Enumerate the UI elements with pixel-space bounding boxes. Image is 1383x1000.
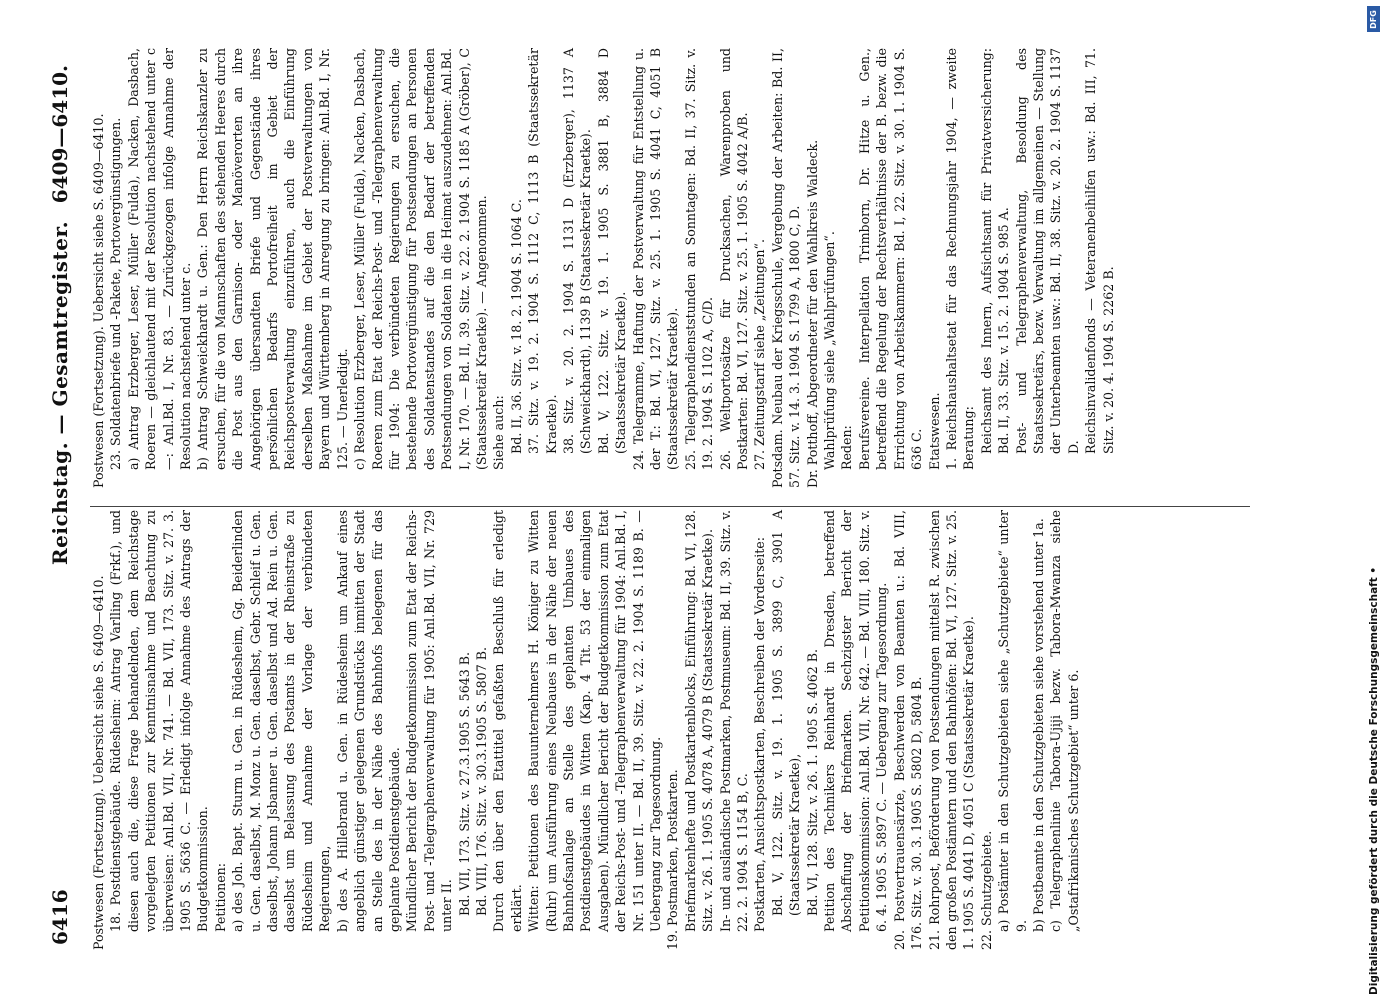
entry-schutzgebiete-b: b) Postbeamte in den Schutzgebieten siehe vorstehend unter 1a. bbox=[1030, 518, 1046, 932]
left-column bbox=[90, 510, 1260, 950]
entry-post-telegraphenverwaltung: Post- und Telegraphenverwaltung, Besoldung des Staatssekretärs, bezw. Verwaltung im allgemeinen — Stellung der Unterbeamten usw.: Bd. II, 38. Sitz. v. 20. 2. 1904 S. 1137 D. bbox=[1013, 48, 1081, 454]
entry-ref: Bd. VII, 173. Sitz. v. 27.3.1905 S. 5643 B. bbox=[456, 652, 472, 916]
page-range: 6409—6410. bbox=[48, 65, 72, 204]
entry-ref: Bd. V, 122. Sitz. v. 19. 1. 1905 S. 3899 C, 3901 A (Staatssekretär Kraetke), bbox=[769, 510, 803, 916]
entry-resolution-erzberger: c) Resolution Erzberger, Leser, Müller (Fulda), Nacken, Dasbach, Roeren zum Etat der Reichs-Post- und -Telegraphenverwaltung für 1904: Die verbündeten Regierungen zu ersuchen, die bestehende Portovergünstigung für Postsendungen an Personen des Soldatenstandes auf die den Bedarf der betreffenden Postsendungen von Soldaten in die Heimat auszudehnen: Anl.Bd. I, Nr. 170. — Bd. II, 39. Sitz. v. 22. 2. 1904 S. 1185 A (Gröber), C (Staatssekretär Kraetke). — Angenommen. bbox=[352, 48, 489, 470]
entry-reichsamt-innern: Reichsamt des Innern, Aufsichtsamt für Privatversicherung: Bd. II, 33. Sitz. v. 15. 2. 1904 S. 985 A. bbox=[978, 48, 1012, 454]
page-title: Reichstag. — Gesamtregister. bbox=[48, 220, 72, 565]
dfg-credit-text: Digitalisierung gefördert durch die Deutsche Forschungsgemeinschaft • bbox=[1368, 566, 1380, 995]
entry-ref: 37. Sitz. v. 19. 2. 1904 S. 1112 C, 1113 B (Staatssekretär Kraetke). bbox=[526, 48, 559, 454]
entry-postdienstgebaeude: 18. Postdienstgebäude. Rüdesheim: Antrag Varlling (Frkf.), und diesen auch die, diese Frage behandelnden, dem Reichstage vorgelegten Petitionen zur Kenntnisnahme und Beachtung zu überweisen: Anl.Bd. VII, Nr. 741. — Bd. VII, 173. Sitz. v. 27. 3. 1905 S. 5636 C. — Erledigt infolge Annahme des Antrags der Budgetkommission. bbox=[108, 510, 211, 932]
entry-soldatenbriefe: 23. Soldatenbriefe und -Pakete, Portovergünstigungen. bbox=[108, 117, 124, 470]
entry-berufsvereine: Berufsvereine. Interpellation Trimborn, Dr. Hitze u. Gen., betreffend die Regelung der Rechtsverhältnisse der B. bezw. die Errichtung von Arbeitskammern: Bd. I, 22. Sitz. v. 30. 1. 1904 S. 636 C. bbox=[856, 48, 925, 470]
dfg-logo-text: DFG bbox=[1369, 9, 1379, 29]
entry-petition-b: b) des A. Hillebrand u. Gen. in Rüdesheim um Ankauf eines angeblich günstiger gelegenen Grundstücks inmitten der Stadt an Stelle des in der Nähe des Bahnhofs belegenen für das geplante Postdienstgebäude. bbox=[334, 510, 402, 932]
entry-ref: Bd. V, 122. Sitz. v. 19. 1. 1905 S. 3881 B, 3884 D (Staatssekretär Kraetke). bbox=[595, 48, 629, 454]
entry-ref: Bd. II, 36. Sitz. v. 18. 2. 1904 S. 1064 C. bbox=[508, 199, 524, 454]
entry-budget-report: Mündlicher Bericht der Budgetkommission zum Etat der Reichs-Post- und -Telegraphenverwaltung für 1905: Anl.Bd. VII, Nr. 729 unter II. bbox=[404, 510, 455, 932]
entry-ansichtspostkarten: Postkarten, Ansichtspostkarten, Beschreiben der Vorderseite: bbox=[752, 537, 768, 932]
dfg-logo bbox=[1367, 6, 1380, 32]
page-header bbox=[40, 65, 80, 945]
entry-potsdam: Potsdam. Neubau der Kriegsschule, Vergebung der Arbeiten: Bd. II, 57. Sitz. v. 14. 3. 1904 S. 1799 A, 1800 C, D. bbox=[769, 48, 803, 488]
entry-petitionen-label: Petitionen: bbox=[212, 862, 228, 932]
column-divider bbox=[90, 506, 1250, 507]
entry-zeitungstarif: 27. Zeitungstarif siehe „Zeitungen“. bbox=[752, 239, 768, 470]
entry-antrag-schweickhardt: b) Antrag Schweickhardt u. Gen.: Den Herrn Reichskanzler zu ersuchen, für die von Mannschaften des stehenden Heeres durch die Post aus den Garnison- oder Manöverorten an ihre Angehörigen übersandten Briefe und Gegenstände ihres persönlichen Bedarfs Portofreiheit im Gebiet der Reichspostverwaltung einzuführen, auch die Einführung derselben Maßnahme im Gebiet der Postverwaltungen von Bayern und Württemberg in Anregung zu bringen: Anl.Bd. I, Nr. 125. — Unerledigt. bbox=[195, 48, 350, 470]
right-column bbox=[90, 48, 1260, 488]
entry-rohrpost: 21. Rohrpost, Beförderung von Postsendungen mittelst R. zwischen den großen Postämtern und den Bahnhöfen: Bd. VI, 127. Sitz. v. 25. 1. 1905 S. 4041 D, 4051 C (Staatssekretär Kraetke). bbox=[926, 510, 977, 950]
entry-reichshaushaltsetat: 1. Reichshaushaltsetat für das Rechnungsjahr 1904, — zweite Beratung: bbox=[943, 48, 977, 470]
entry-petition-a: a) des Joh. Bapt. Sturm u. Gen. in Rüdesheim, Gg. Beiderlinden u. Gen. daselbst, M. Monz u. Gen. daselbst, Gebr. Schleif u. Gen. daselbst, Johann Jsbanner u. Gen. daselbst und Ad. Rein u. Gen. daselbst um Belassung des Postamts in der Rheinstraße zu Rüdesheim und Annahme der Vorlage der verbündeten Regierungen, bbox=[230, 510, 333, 932]
entry-briefmarkenhefte: Briefmarkenhefte und Postkartenblocks, Einführung: Bd. VI, 128. Sitz. v. 26. 1. 1905 S. 4078 A, 4079 B (Staatssekretär Kraetke). bbox=[682, 510, 716, 932]
entry-petition-reinhardt: Petition des Technikers Reinhardt in Dresden, betreffend Abschaffung der Briefmarken. Sechzigster Bericht der Petitionskommission: Anl.Bd. VII, Nr. 642. — Bd. VIII, 180. Sitz. v. 6. 4. 1905 S. 5897 C. — Uebergang zur Tagesordnung. bbox=[822, 510, 890, 932]
entry-antrag-erzberger: a) Antrag Erzberger, Leser, Müller (Fulda), Nacken, Dasbach, Roeren — gleichlautend mit der Resolution nachstehend unter c —: Anl.Bd. I, Nr. 83. — Zurückgezogen infolge Annahme der Resolution nachstehend unter c. bbox=[125, 48, 194, 470]
entry-postwesen-header: Postwesen (Fortsetzung). Uebersicht siehe S. 6409—6410. bbox=[91, 113, 106, 488]
entry-ref: Bd. VI, 128. Sitz. v. 26. 1. 1905 S. 4062 B. bbox=[804, 648, 820, 916]
entry-ref: Bd. VIII, 176. Sitz. v. 30.3.1905 S. 5807 B. bbox=[473, 647, 489, 916]
entry-schutzgebiete: 22. Schutzgebiete. bbox=[978, 830, 994, 950]
dfg-credit-strip bbox=[1364, 0, 1383, 1000]
entry-witten: Witten: Petitionen des Bauunternehmers H. Königer zu Witten (Ruhr) um Ausführung eines Neubaues in der Nähe der neuen Bahnhofsanlage an Stelle des geplanten Umbaues des Postdienstgebäudes in Witten (Kap. 4 Tit. 53 der einmaligen Ausgaben). Mündlicher Bericht der Budgetkommission zum Etat der Reichs-Post- und -Telegraphenverwaltung für 1904: Anl.Bd. I, Nr. 151 unter II. — Bd. II, 39. Sitz. v. 22. 2. 1904 S. 1189 B. — Uebergang zur Tagesordnung. bbox=[526, 510, 663, 932]
entry-postvertrauensaerzte: 20. Postvertrauensärzte, Beschwerden von Beamten u.: Bd. VIII, 176. Sitz. v. 30. 3. 1905 S. 5802 D, 5804 B. bbox=[891, 510, 925, 950]
entry-resolution-note: Durch den über den Etattitel gefaßten Beschluß für erledigt erklärt. bbox=[491, 510, 524, 932]
entry-ref: 38. Sitz. v. 20. 2. 1904 S. 1131 D (Erzberger), 1137 A (Schweickhardt), 1139 B (Staatssekretär Kraetke). bbox=[560, 48, 594, 454]
entry-reichsinvalidenfonds: Reichsinvalidenfonds — Veteranenbeihilfen usw.: Bd. III, 71. Sitz. v. 20. 4. 1904 S. 2262 B. bbox=[1083, 48, 1116, 454]
entry-siehe-auch: Siehe auch: bbox=[491, 395, 507, 470]
entry-potthoff: Dr. Potthoff, Abgeordneter für den Wahlkreis Waldeck. bbox=[804, 139, 820, 488]
entry-postmarken: 19. Postmarken, Postkarten. bbox=[665, 769, 681, 950]
entry-weltporto: 26. Weltportosätze für Drucksachen, Warenproben und Postkarten: Bd. VI, 127. Sitz. v. 25. 1. 1905 S. 4042 A/B. bbox=[717, 48, 751, 470]
entry-postwesen-header: Postwesen (Fortsetzung). Uebersicht siehe S. 6409—6410. bbox=[91, 575, 106, 950]
entry-wahlpruefung: Wahlprüfung siehe „Wahlprüfungen“. bbox=[822, 231, 838, 470]
entry-etatswesen: Etatswesen. bbox=[926, 392, 942, 470]
entry-telegraphendienst: 25. Telegraphendienststunden an Sonntagen: Bd. II, 37. Sitz. v. 19. 2. 1904 S. 1102 A, C/D. bbox=[682, 48, 716, 470]
page-number: 6416 bbox=[48, 889, 72, 945]
entry-telegramme: 24. Telegramme, Haftung der Postverwaltung für Entstellung u. der T.: Bd. VI, 127. Sitz. v. 25. 1. 1905 S. 4041 C, 4051 B (Staatssekretär Kraetke). bbox=[630, 48, 681, 470]
entry-postmuseum: In- und ausländische Postmarken, Postmuseum: Bd. II, 39. Sitz. v. 22. 2. 1904 S. 1154 B, C. bbox=[717, 510, 751, 932]
entry-reden: Reden: bbox=[839, 425, 855, 470]
entry-schutzgebiete-a: a) Postämter in den Schutzgebieten siehe „Schutzgebiete“ unter 9. bbox=[996, 510, 1029, 932]
entry-schutzgebiete-c: c) Telegraphenlinie Tabora-Ujiji bezw. Tabora-Mwanza siehe „Ostafrikanisches Schutzgebiet“ unter 6. bbox=[1048, 510, 1081, 932]
